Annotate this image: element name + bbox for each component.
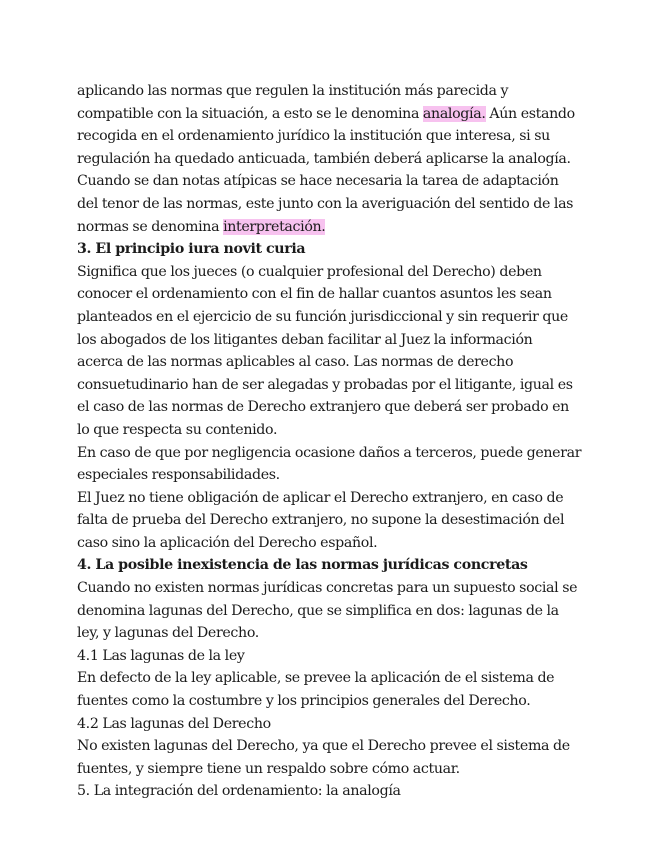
paragraph-text: aplicando las normas que regulen la institución más parecida y compatible con la situación, a esto se le denomina bbox=[77, 83, 509, 122]
heading-inexistencia-normas: 4. La posible inexistencia de las normas jurídicas concretas bbox=[77, 557, 528, 574]
subheading-lagunas-derecho: 4.2 Las lagunas del Derecho bbox=[77, 715, 271, 732]
paragraph-lagunas-derecho: No existen lagunas del Derecho, ya que el Derecho prevee el sistema de fuentes, y siempre tiene un respaldo sobre cómo actuar. bbox=[77, 738, 570, 777]
paragraph-lagunas-ley: En defecto de la ley aplicable, se prevee la aplicación de el sistema de fuentes como la costumbre y los principios generales del Derecho. bbox=[77, 670, 555, 710]
subheading-lagunas-ley: 4.1 Las lagunas de la ley bbox=[77, 647, 245, 664]
paragraph-lagunas: Cuando no existen normas jurídicas concretas para un supuesto social se denomina lagunas del Derecho, que se simplifica en dos: lagunas de la ley, y lagunas del Derecho. bbox=[77, 580, 578, 642]
highlight-analogia: analogía. bbox=[422, 105, 486, 122]
paragraph-analogia bbox=[77, 80, 582, 238]
paragraph-derecho-extranjero: El Juez no tiene obligación de aplicar el Derecho extranjero, en caso de falta de prueba del Derecho extranjero, no supone la desestimación del caso sino la aplicación del Derecho español. bbox=[77, 489, 565, 551]
paragraph-text: Aún estando recogida en el ordenamiento jurídico la institución que interesa, si su regulación ha quedado anticuada, también deberá aplicarse la analogía. Cuando se dan notas atípicas se hace necesaria la tarea de adaptación del tenor de las normas, este junto con la averiguación del sentido de las normas se denomina bbox=[77, 105, 575, 235]
document-page bbox=[77, 80, 582, 803]
subheading-integracion: 5. La integración del ordenamiento: la analogía bbox=[77, 783, 401, 800]
paragraph-iura-novit-curia: Significa que los jueces (o cualquier profesional del Derecho) deben conocer el ordenamiento con el fin de hallar cuantos asuntos les sean planteados en el ejercicio de su función jurisdiccional y sin requerir que los abogados de los litigantes deban facilitar al Juez la información acerca de las normas aplicables al caso. Las normas de derecho consuetudinario han de ser alegadas y probadas por el litigante, igual es el caso de las normas de Derecho extranjero que deberá ser probado en lo que respecta su contenido. bbox=[77, 263, 573, 438]
paragraph-negligencia: En caso de que por negligencia ocasione daños a terceros, puede generar especiales responsabilidades. bbox=[77, 444, 582, 484]
heading-iura-novit-curia: 3. El principio iura novit curia bbox=[77, 241, 306, 258]
highlight-interpretacion: interpretación. bbox=[223, 218, 326, 235]
